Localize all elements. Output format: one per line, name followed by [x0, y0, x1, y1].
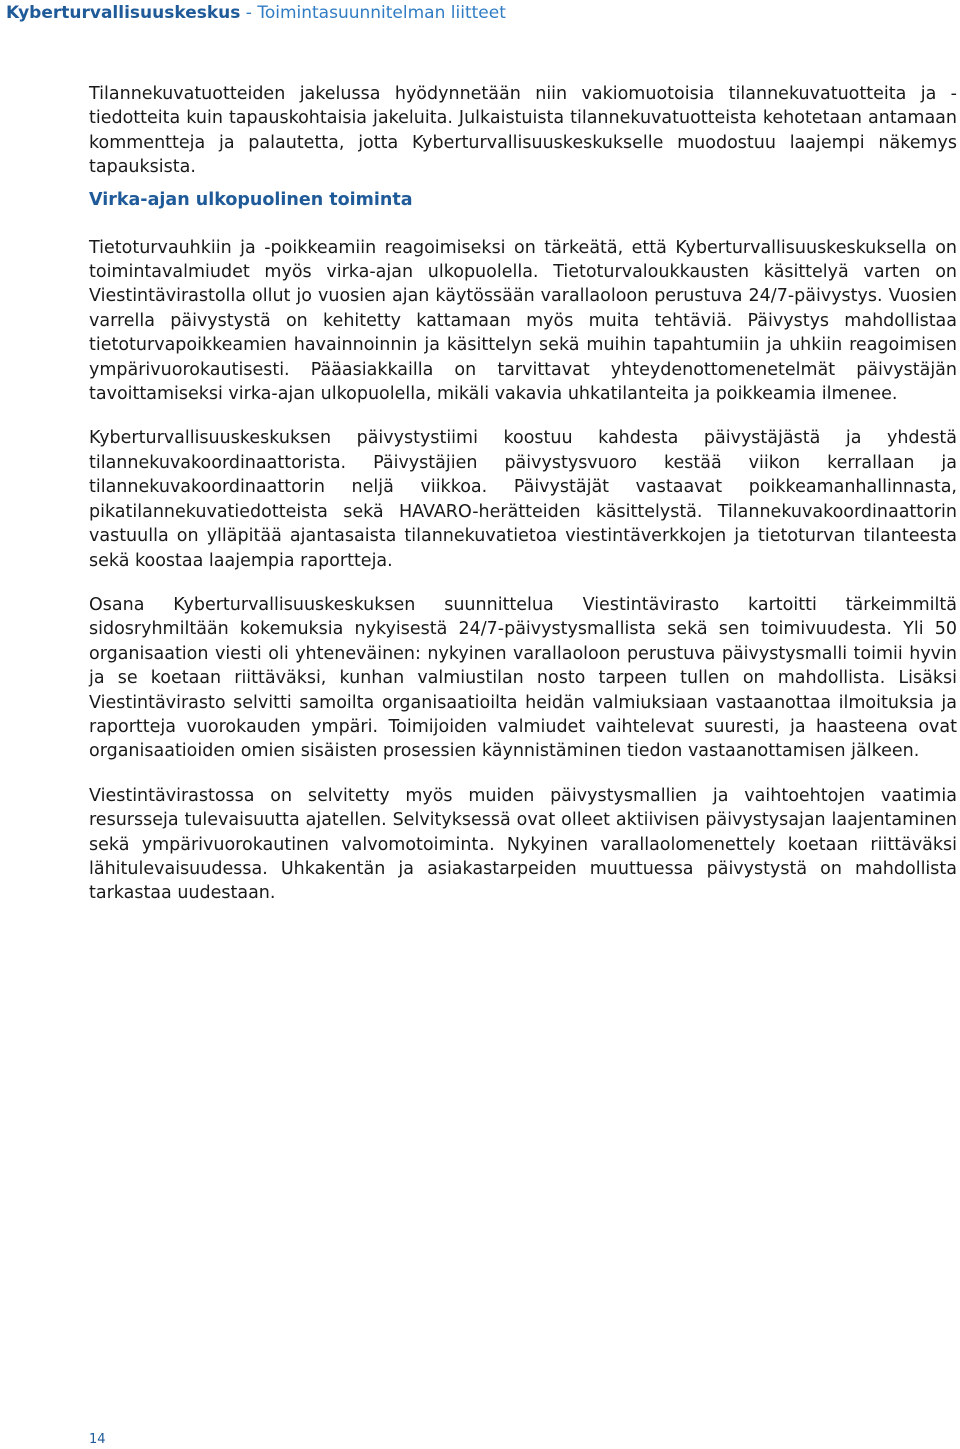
document-body: [89, 82, 957, 906]
header-organization: Kyberturvallisuuskeskus: [6, 3, 241, 23]
running-header: [6, 3, 506, 23]
section-paragraph-2: Kyberturvallisuuskeskuksen päivystystiimi koostuu kahdesta päivystäjästä ja yhdestä tilannekuvakoordinaattorista. Päivystäjien päivystysvuoro kestää viikon kerrallaan ja tilannekuvakoordinaattorin neljä viikkoa. Päivystäjät vastaavat poikkeamanhallinnasta, pikatilannekuvatiedotteista sekä HAVARO-herätteiden käsittelystä. Tilannekuvakoordinaattorin vastuulla on ylläpitää ajantasaista tilannekuvatietoa viestintäverkkojen ja tietoturvan tilanteesta sekä koostaa laajempia raportteja.: [89, 428, 957, 571]
header-document-title: Toimintasuunnitelman liitteet: [257, 3, 506, 23]
section-paragraph-1: Tietoturvauhkiin ja -poikkeamiin reagoimiseksi on tärkeätä, että Kyberturvallisuuskeskuksella on toimintavalmiudet myös virka-ajan ulkopuolella. Tietoturvaloukkausten käsittelyä varten on Viestintävirastolla ollut jo vuosien ajan käytössään varallaoloon perustuva 24/7-päivystys. Vuosien varrella päivystystä on kehitetty kattamaan myös muita tehtäviä. Päivystys mahdollistaa tietoturvapoikkeamien havainnoinnin ja käsittelyn sekä muihin tapahtumiin ja uhkiin reagoimisen ympärivuorokautisesti. Pääasiakkailla on tarvittavat yhteydenottomenetelmät päivystäjän tavoittamiseksi virka-ajan ulkopuolella, mikäli vakavia uhkatilanteita ja poikkeamia ilmenee.: [89, 237, 957, 405]
section-heading: Virka-ajan ulkopuolinen toiminta: [89, 189, 413, 210]
section-paragraph-3: Osana Kyberturvallisuuskeskuksen suunnittelua Viestintävirasto kartoitti tärkeimmiltä sidosryhmiltään kokemuksia nykyisestä 24/7-päivystysmallista sekä sen toimivuudesta. Yli 50 organisaation viesti oli yhteneväinen: nykyinen varallaoloon perustuva päivystysmalli toimii hyvin ja se koetaan riittäväksi, kunhan valmiustilan nosto tarpeen tullen on mahdollista. Lisäksi Viestintävirasto selvitti samoilta organisaatioilta heidän valmiuksiaan vastaanottaa ilmoituksia ja raportteja vuorokauden ympäri. Toimijoiden valmiudet vaihtelevat suuresti, ja haasteena ovat organisaatioiden omien sisäisten prosessien käynnistäminen tiedon vastaanottamisen jälkeen.: [89, 594, 957, 762]
page-number: 14: [89, 1432, 106, 1447]
intro-paragraph: Tilannekuvatuotteiden jakelussa hyödynnetään niin vakiomuotoisia tilannekuvatuotteita ja -tiedotteita kuin tapauskohtaisia jakeluita. Julkaistuista tilannekuvatuotteista kehotetaan antamaan kommentteja ja palautetta, jotta Kyberturvallisuuskeskukselle muodostuu laajempi näkemys tapauksista.: [89, 84, 957, 178]
section-paragraph-4: Viestintävirastossa on selvitetty myös muiden päivystysmallien ja vaihtoehtojen vaatimia resursseja tulevaisuutta ajatellen. Selvityksessä ovat olleet aktiivisen päivystysajan laajentaminen sekä ympärivuorokautinen valvomotoiminta. Nykyinen varallaolomenettely koetaan riittäväksi lähitulevaisuudessa. Uhkakentän ja asiakastarpeiden muuttuessa päivystystä on mahdollista tarkastaa uudestaan.: [89, 785, 957, 904]
header-separator: -: [240, 3, 258, 23]
